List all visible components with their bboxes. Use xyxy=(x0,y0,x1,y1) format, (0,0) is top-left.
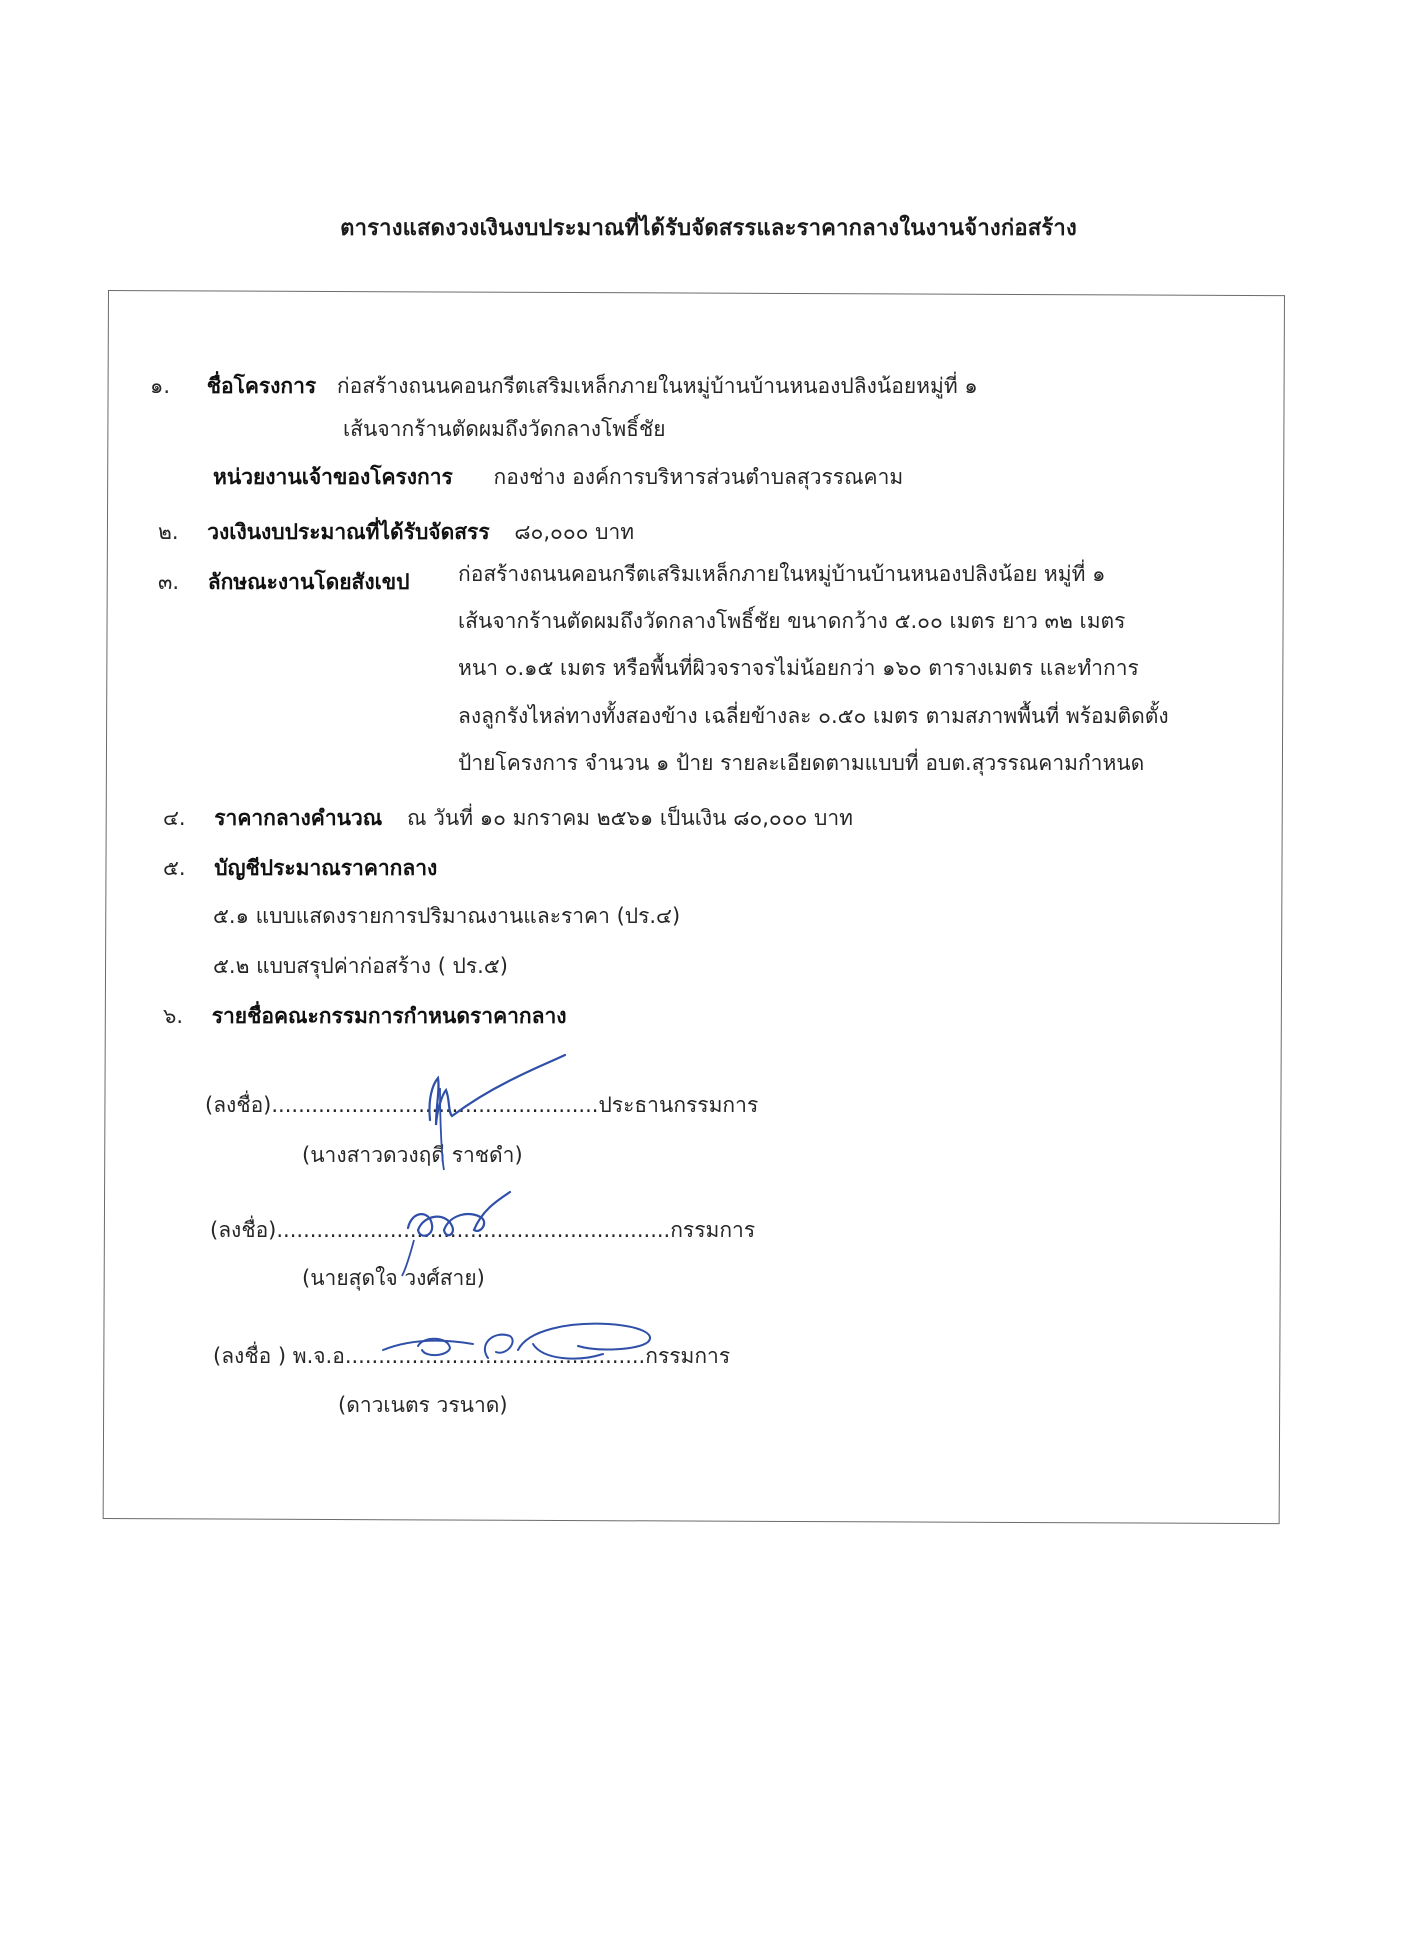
item1-label: ชื่อโครงการ xyxy=(206,374,317,398)
item4-row xyxy=(163,802,853,835)
item5-number: ๕. xyxy=(163,856,186,880)
item3-desc-line4: ลงลูกรังไหล่ทางทั้งสองข้าง เฉลี่ยข้างละ ๐.๕๐ เมตร ตามสภาพพื้นที่ พร้อมติดตั้ง xyxy=(458,704,1169,728)
item6-number: ๖. xyxy=(163,1004,184,1028)
item5-row xyxy=(163,852,437,885)
item3-desc-line1: ก่อสร้างถนนคอนกรีตเสริมเหล็กภายในหมู่บ้านบ้านหนองปลิงน้อย หมู่ที่ ๑ xyxy=(458,562,1106,586)
item3-number: ๓. xyxy=(158,570,180,594)
item1-value-line1: ก่อสร้างถนนคอนกรีตเสริมเหล็กภายในหมู่บ้านบ้านหนองปลิงน้อยหมู่ที่ ๑ xyxy=(336,374,978,398)
item6-row xyxy=(163,1000,567,1033)
item1-value-line2: เส้นจากร้านตัดผมถึงวัดกลางโพธิ์ชัย xyxy=(343,417,666,441)
signature-line-member2: (ลงชื่อ ) พ.จ.อ.............................................กรรมการ xyxy=(213,1344,731,1368)
item4-value: ณ วันที่ ๑๐ มกราคม ๒๕๖๑ เป็นเงิน ๘๐,๐๐๐ บาท xyxy=(406,806,853,830)
item2-row xyxy=(158,516,634,549)
item1-row xyxy=(150,370,978,403)
item4-number: ๔. xyxy=(163,806,186,830)
item3-desc-line5: ป้ายโครงการ จำนวน ๑ ป้าย รายละเอียดตามแบบที่ อบต.สุวรรณคามกำหนด xyxy=(458,751,1145,775)
item3-desc-line3: หนา ๐.๑๕ เมตร หรือพื้นที่ผิวจราจรไม่น้อยกว่า ๑๖๐ ตารางเมตร และทำการ xyxy=(458,656,1139,680)
item1-number: ๑. xyxy=(150,374,171,398)
owner-row xyxy=(213,461,903,494)
item3-desc-line2: เส้นจากร้านตัดผมถึงวัดกลางโพธิ์ชัย ขนาดกว้าง ๕.๐๐ เมตร ยาว ๓๒ เมตร xyxy=(458,609,1126,633)
page-title: ตารางแสดงวงเงินงบประมาณที่ได้รับจัดสรรและราคากลางในงานจ้างก่อสร้าง xyxy=(340,216,1077,241)
owner-label: หน่วยงานเจ้าของโครงการ xyxy=(213,465,453,489)
item5-label: บัญชีประมาณราคากลาง xyxy=(214,856,438,880)
signature-name-member1: (นายสุดใจ วงศ์สาย) xyxy=(302,1266,485,1290)
item2-number: ๒. xyxy=(158,520,179,544)
signature-name-chairman: (นางสาวดวงฤดี ราชดำ) xyxy=(302,1143,523,1167)
signature-name-member2: (ดาวเนตร วรนาด) xyxy=(338,1393,508,1417)
item2-value: ๘๐,๐๐๐ บาท xyxy=(514,520,635,544)
item2-label: วงเงินงบประมาณที่ได้รับจัดสรร xyxy=(207,520,490,544)
item5-sub2: ๕.๒ แบบสรุปค่าก่อสร้าง ( ปร.๕) xyxy=(213,954,508,978)
item3-label: ลักษณะงานโดยสังเขป xyxy=(207,570,410,594)
item5-sub1: ๕.๑ แบบแสดงรายการปริมาณงานและราคา (ปร.๔) xyxy=(213,904,681,928)
owner-value: กองช่าง องค์การบริหารส่วนตำบลสุวรรณคาม xyxy=(493,465,904,489)
item6-label: รายชื่อคณะกรรมการกำหนดราคากลาง xyxy=(211,1004,567,1028)
item4-label: ราคากลางคำนวณ xyxy=(214,806,383,830)
item3-row xyxy=(158,566,409,599)
signature-line-chairman: (ลงชื่อ).................................................ประธานกรรมการ xyxy=(205,1093,759,1117)
signature-line-member1: (ลงชื่อ)...........................................................กรรมการ xyxy=(210,1218,756,1242)
